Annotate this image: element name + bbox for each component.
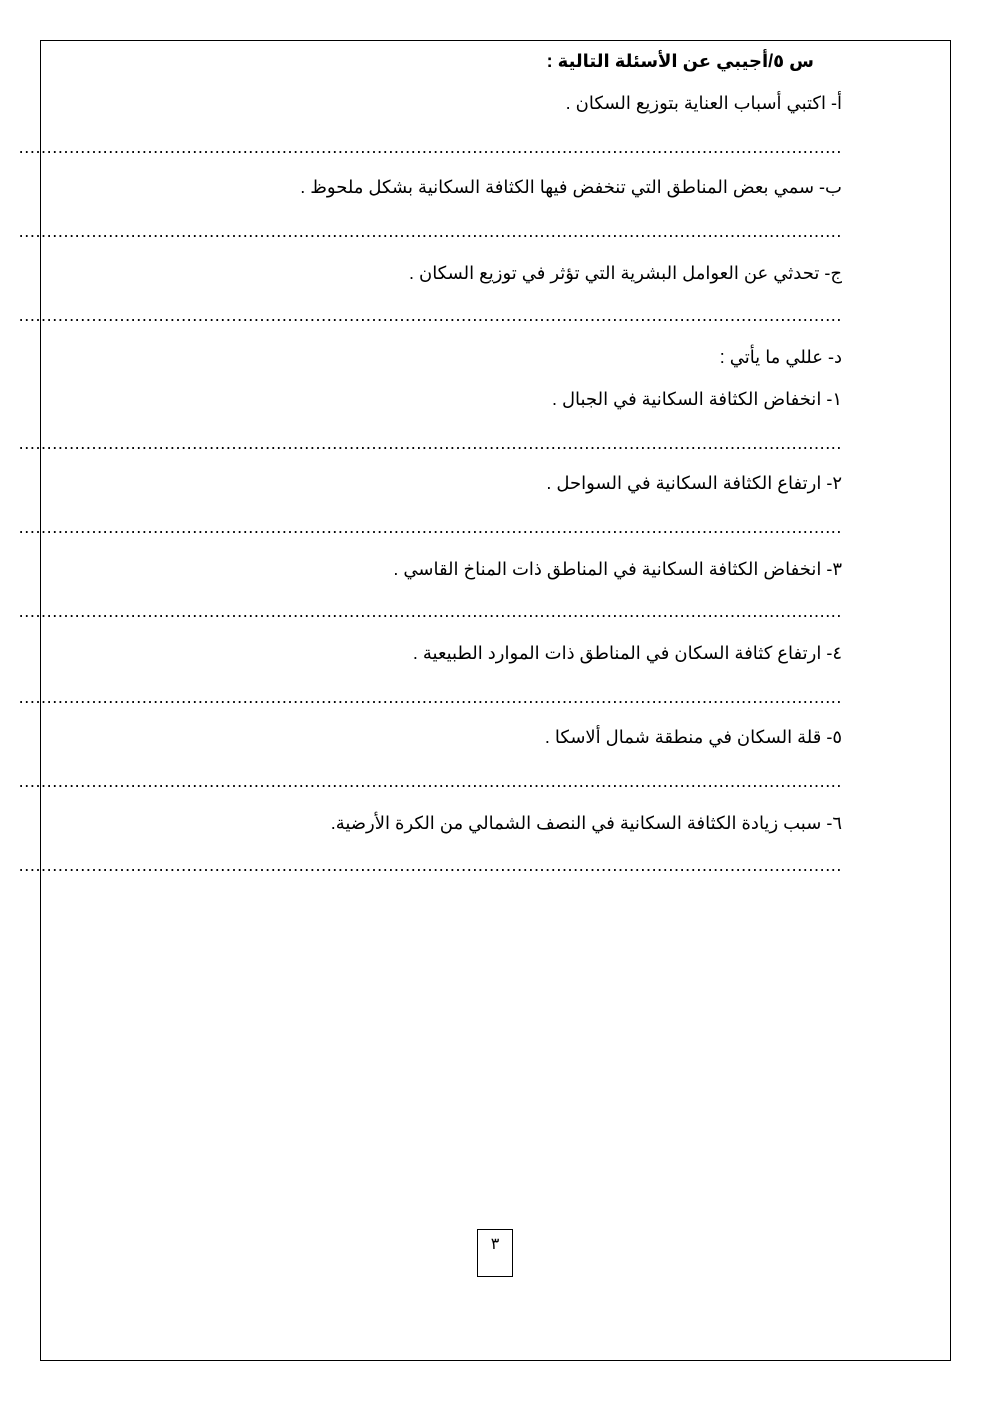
page-number: ٣ xyxy=(477,1229,513,1277)
answer-line-d-5[interactable]: ................................................................................................................................................... xyxy=(18,771,842,791)
answer-line-c[interactable]: ................................................................................................................................................... xyxy=(18,305,842,325)
question-d-2: ٢- ارتفاع الكثافة السكانية في السواحل . xyxy=(546,473,842,493)
answer-line-d-4[interactable]: ................................................................................................................................................... xyxy=(18,687,842,707)
answer-line-a[interactable]: ................................................................................................................................................... xyxy=(18,137,842,157)
question-d-5: ٥- قلة السكان في منطقة شمال ألاسكا . xyxy=(544,727,842,747)
answer-line-d-1[interactable]: ................................................................................................................................................... xyxy=(18,433,842,453)
question-b: ب- سمي بعض المناطق التي تنخفض فيها الكثافة السكانية بشكل ملحوظ . xyxy=(300,177,842,197)
question-d-3: ٣- انخفاض الكثافة السكانية في المناطق ذات المناخ القاسي . xyxy=(393,559,842,579)
question-d-4: ٤- ارتفاع كثافة السكان في المناطق ذات الموارد الطبيعية . xyxy=(412,643,842,663)
question-d-6: ٦- سبب زيادة الكثافة السكانية في النصف الشمالي من الكرة الأرضية. xyxy=(330,813,842,833)
answer-line-b[interactable]: ................................................................................................................................................... xyxy=(18,221,842,241)
answer-line-d-3[interactable]: ................................................................................................................................................... xyxy=(18,601,842,621)
question-title: س ٥/أجيبي عن الأسئلة التالية : xyxy=(546,51,814,71)
question-a: أ- اكتبي أسباب العناية بتوزيع السكان . xyxy=(565,93,842,113)
question-c: ج- تحدثي عن العوامل البشرية التي تؤثر في توزيع السكان . xyxy=(408,263,842,283)
answer-line-d-6[interactable]: ................................................................................................................................................... xyxy=(18,855,842,875)
answer-line-d-2[interactable]: ................................................................................................................................................... xyxy=(18,517,842,537)
question-d: د- عللي ما يأتي : xyxy=(719,347,842,367)
question-d-1: ١- انخفاض الكثافة السكانية في الجبال . xyxy=(551,389,842,409)
